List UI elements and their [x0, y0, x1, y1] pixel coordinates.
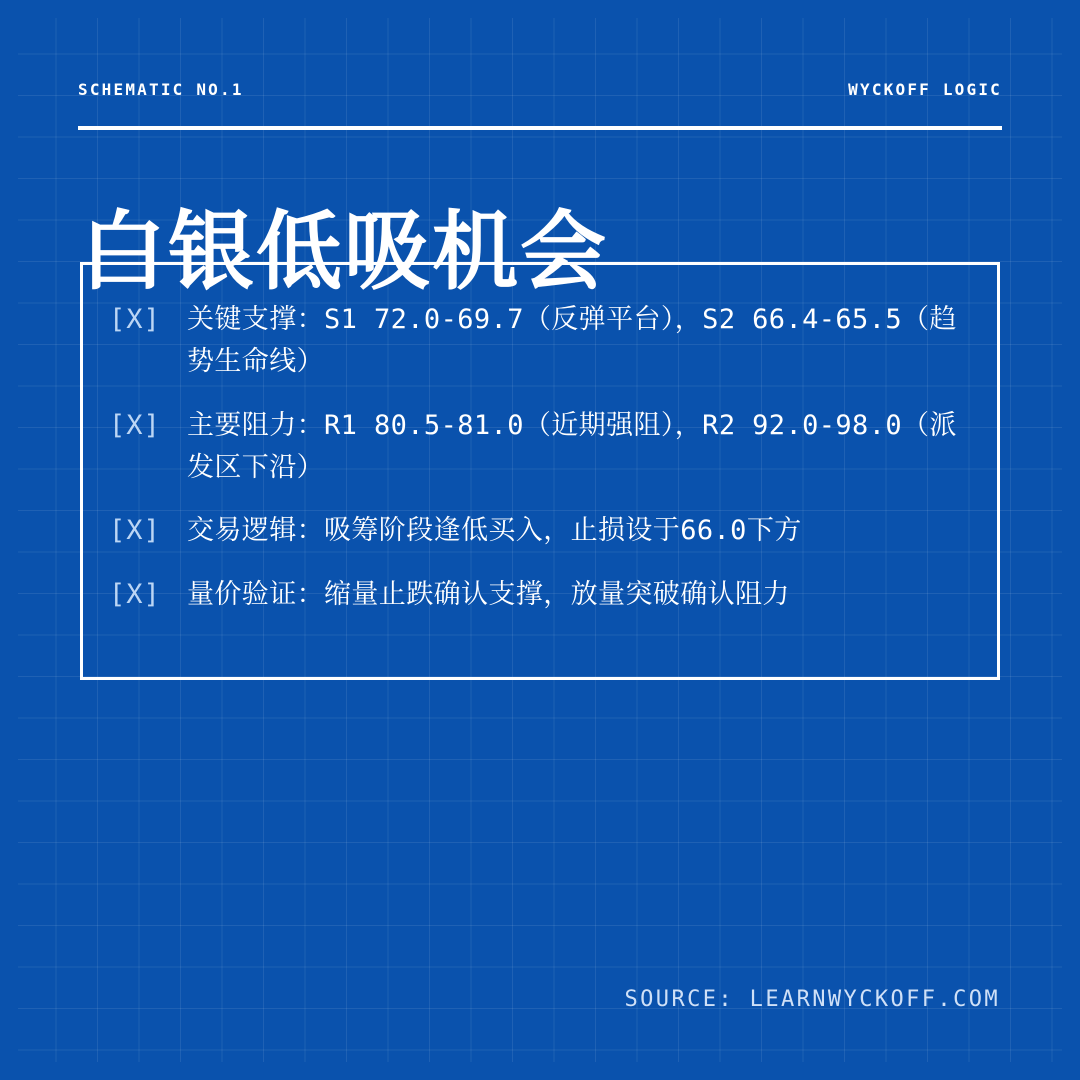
list-item — [109, 405, 967, 489]
checkbox-marker-icon: [X] — [109, 579, 161, 611]
header-divider — [78, 126, 1002, 130]
list-item — [109, 510, 967, 552]
checkbox-marker-icon: [X] — [109, 515, 161, 547]
header — [78, 80, 1002, 99]
list-item-text: 交易逻辑：吸筹阶段逢低买入，止损设于66.0下方 — [187, 515, 802, 547]
checkbox-marker-icon: [X] — [109, 304, 161, 335]
list-item-text: 量价验证：缩量止跌确认支撑，放量突破确认阻力 — [187, 579, 790, 611]
page-title: 白银低吸机会 — [80, 203, 608, 300]
list-item — [109, 299, 967, 383]
poster-content — [18, 18, 1062, 1062]
source-label: SOURCE: LEARNWYCKOFF.COM — [624, 987, 1000, 1012]
list-item-text: 主要阻力：R1 80.5-81.0（近期强阻），R2 92.0-98.0（派发区下沿） — [187, 409, 957, 483]
header-left-label: SCHEMATIC NO.1 — [78, 80, 244, 99]
bullet-box — [80, 262, 1000, 680]
list-item — [109, 574, 967, 616]
checkbox-marker-icon: [X] — [109, 409, 161, 441]
header-right-label: WYCKOFF LOGIC — [848, 80, 1002, 99]
list-item-text: 关键支撑：S1 72.0-69.7（反弹平台），S2 66.4-65.5（趋势生命线） — [187, 304, 957, 377]
